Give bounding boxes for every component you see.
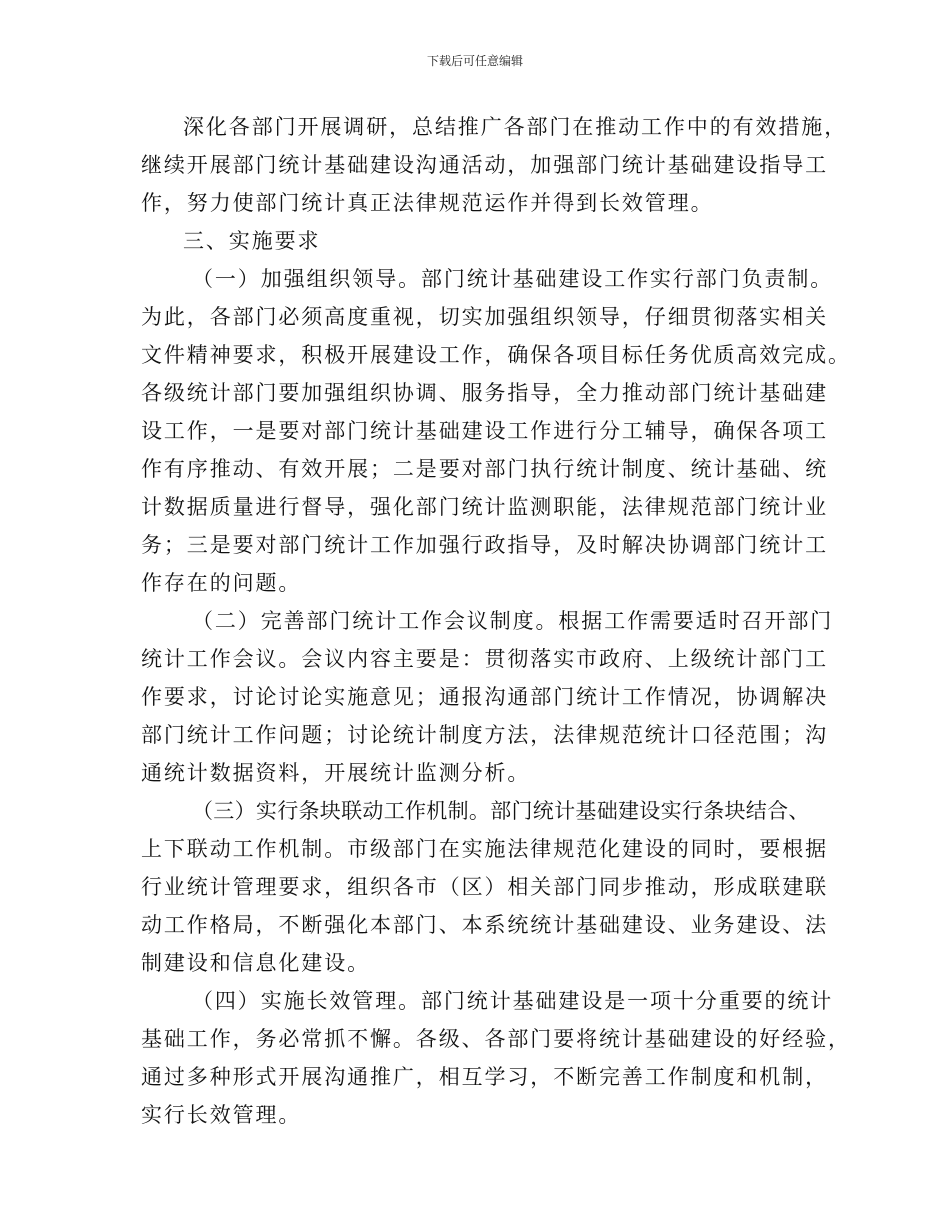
text-line: 动工作格局，不断强化本部门、本系统统计基础建设、业务建设、法 <box>141 913 828 937</box>
text-line: 作，努力使部门统计真正法律规范运作并得到长效管理。 <box>141 191 714 215</box>
text-line: 文件精神要求，积极开展建设工作，确保各项目标任务优质高效完成。 <box>141 343 851 367</box>
text-line: 行业统计管理要求，组织各市（区）相关部门同步推动，形成联建联 <box>141 875 828 899</box>
text-line: （四）实施长效管理。部门统计基础建设是一项十分重要的统计 <box>192 989 834 1013</box>
text-line: 上下联动工作机制。市级部门在实施法律规范化建设的同时，要根据 <box>141 837 828 861</box>
text-line: 为此，各部门必须高度重视，切实加强组织领导，仔细贯彻落实相关 <box>141 305 828 329</box>
text-line: （一）加强组织领导。部门统计基础建设工作实行部门负责制。 <box>192 267 834 291</box>
text-line: 设工作，一是要对部门统计基础建设工作进行分工辅导，确保各项工 <box>141 419 828 443</box>
text-line: 部门统计工作问题；讨论统计制度方法，法律规范统计口径范围；沟 <box>141 723 828 747</box>
text-line: 各级统计部门要加强组织协调、服务指导，全力推动部门统计基础建 <box>141 381 828 405</box>
text-line: 继续开展部门统计基础建设沟通活动，加强部门统计基础建设指导工 <box>141 153 828 177</box>
text-line: 通过多种形式开展沟通推广，相互学习，不断完善工作制度和机制， <box>141 1065 828 1089</box>
text-line: 务；三是要对部门统计工作加强行政指导，及时解决协调部门统计工 <box>141 533 828 557</box>
text-line: 制建设和信息化建设。 <box>141 951 370 975</box>
text-line: 作要求，讨论讨论实施意见；通报沟通部门统计工作情况，协调解决 <box>141 685 828 709</box>
text-line: 作有序推动、有效开展；二是要对部门执行统计制度、统计基础、统 <box>141 457 828 481</box>
text-line: 基础工作，务必常抓不懈。各级、各部门要将统计基础建设的好经验， <box>141 1027 851 1051</box>
page-header: 下载后可任意编辑 <box>426 54 523 68</box>
text-line: 作存在的问题。 <box>141 571 302 595</box>
text-line: （二）完善部门统计工作会议制度。根据工作需要适时召开部门 <box>192 609 834 633</box>
text-line: 实行长效管理。 <box>141 1103 302 1127</box>
section-heading: 三、实施要求 <box>183 229 321 253</box>
text-line: （三）实行条块联动工作机制。部门统计基础建设实行条块结合、 <box>192 799 810 823</box>
text-line: 计数据质量进行督导，强化部门统计监测职能，法律规范部门统计业 <box>141 495 828 519</box>
text-line: 通统计数据资料，开展统计监测分析。 <box>141 761 531 785</box>
text-line: 统计工作会议。会议内容主要是：贯彻落实市政府、上级统计部门工 <box>141 647 828 671</box>
text-line: 深化各部门开展调研，总结推广各部门在推动工作中的有效措施， <box>183 115 848 139</box>
document-body <box>141 108 851 1134</box>
